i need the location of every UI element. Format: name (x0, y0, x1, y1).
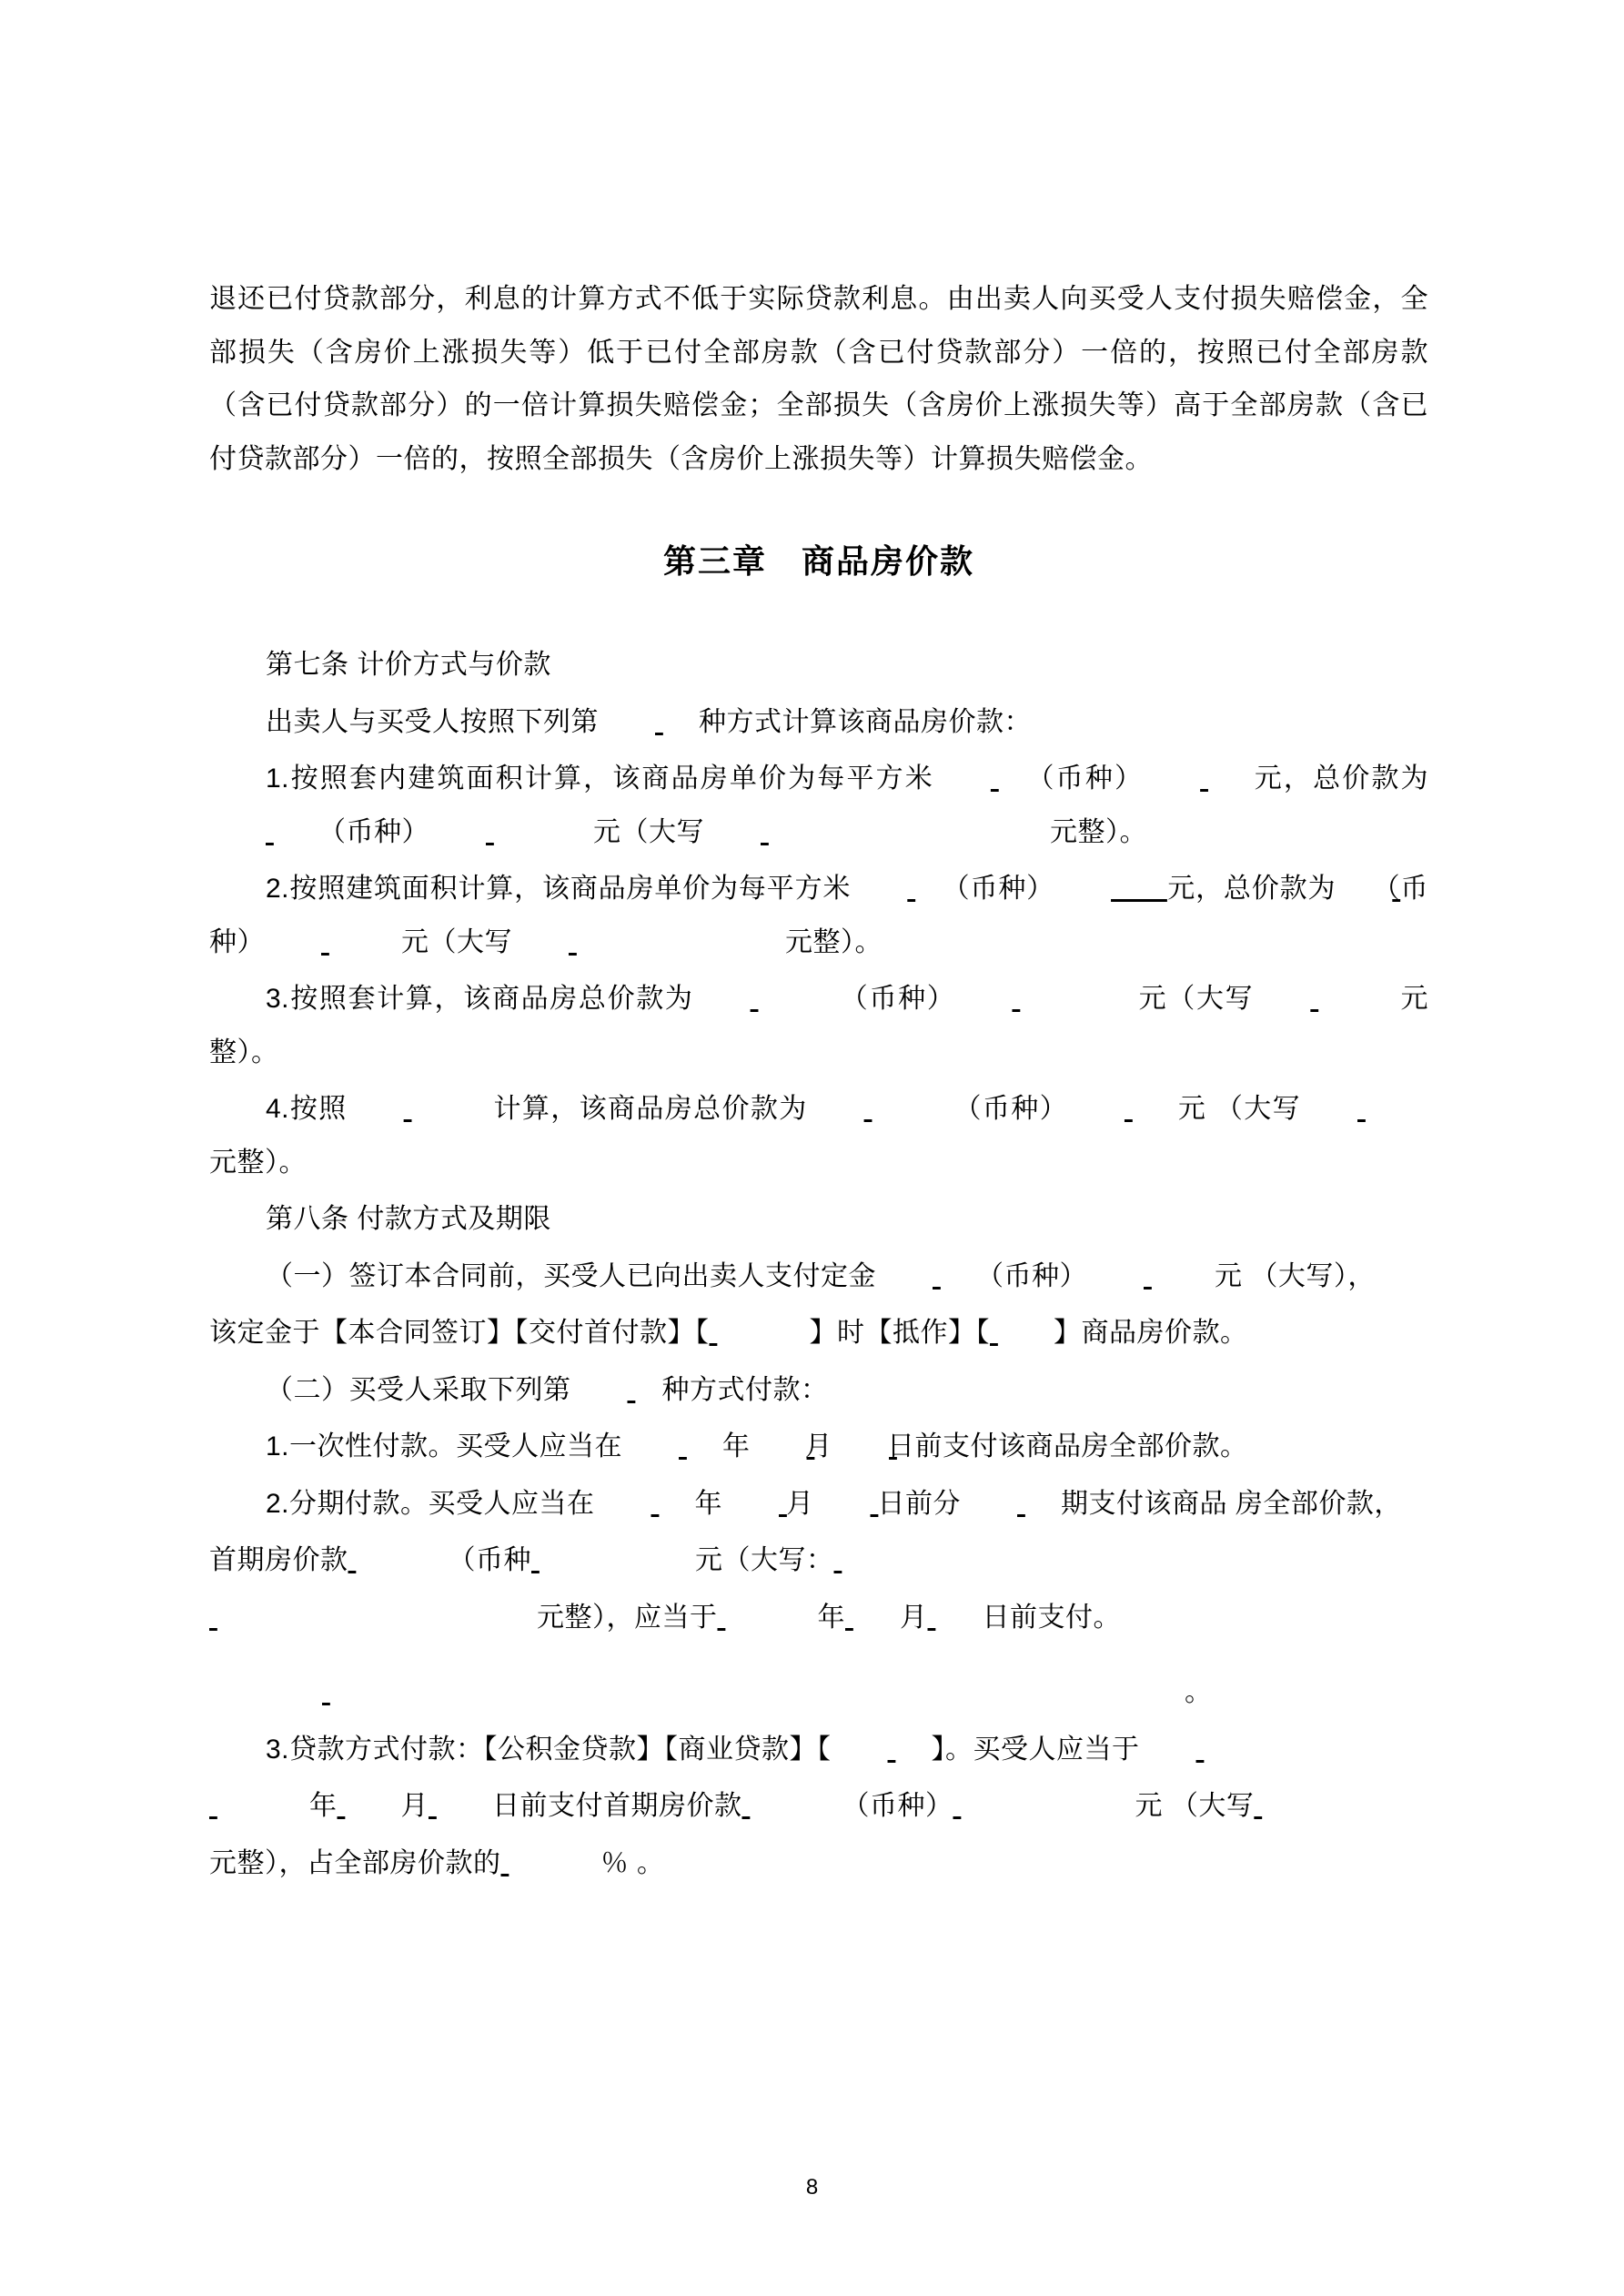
blank-item1-total-currency[interactable] (429, 806, 593, 860)
payment-option-3-cont2 (209, 1837, 1428, 1891)
blank-item1-currency[interactable] (1144, 753, 1253, 806)
blank-item3-currency[interactable] (955, 973, 1137, 1027)
item1-d: （币种） (318, 816, 429, 847)
payment-option-2-extra-blank (209, 1666, 1428, 1720)
blank-pay3-month[interactable] (338, 1780, 401, 1834)
item2-c: 元，总价款为 (1166, 874, 1337, 904)
blank-pay3-year[interactable] (209, 1780, 309, 1834)
blank-pay2-first-amount[interactable] (348, 1534, 449, 1588)
pay3-i: ％ 。 (600, 1847, 665, 1878)
blank-pay1-year[interactable] (622, 1421, 722, 1474)
item2-e: 元（大写 (401, 926, 512, 957)
item3-d: 元整）。 (209, 984, 1428, 1067)
article7-lead-b: 种方式计算该商品房价款： (699, 706, 1032, 737)
pay1-a: 1.一次性付款。买受人应当在 (266, 1431, 623, 1462)
payment-option-3 (209, 1724, 1428, 1777)
item2-a: 2.按照建筑面积计算，该商品房单价为每平方米 (266, 874, 852, 904)
blank-pay2-day[interactable] (814, 1478, 878, 1532)
article7-item-4 (209, 1083, 1428, 1189)
pay2-f: 首期房价款 (209, 1545, 348, 1575)
item3-a: 3.按照套计算，该商品房总价款为 (266, 984, 694, 1014)
item4-a: 4.按照 (266, 1094, 348, 1124)
article-eight-section (209, 1193, 1428, 1890)
blank-pay3-percent[interactable] (501, 1837, 601, 1891)
item2-d: （币种） (209, 874, 1429, 957)
blank-item1-total[interactable] (209, 806, 318, 860)
pay3-c: 年 (309, 1791, 338, 1821)
blank-pay2-first-words[interactable] (834, 1534, 1044, 1588)
pay2-j: 年 (817, 1602, 845, 1633)
blank-pay1-month[interactable] (751, 1421, 805, 1474)
clause1-b: （币种） (976, 1260, 1087, 1291)
item4-b: 计算，该商品房总价款为 (492, 1094, 808, 1124)
blank-pay2-first-currency[interactable] (531, 1534, 695, 1588)
blank-item2-currency[interactable] (1054, 863, 1167, 916)
item4-d: 元 （大写 (1176, 1094, 1302, 1124)
item1-c: 元，总价款为 (1253, 764, 1429, 794)
article7-item-1 (209, 753, 1428, 859)
item1-b: （币种） (1024, 764, 1145, 794)
blank-pay3-first-amount[interactable] (742, 1780, 842, 1834)
clause1-e: 】时【抵作】【 (809, 1318, 990, 1348)
blank-item4-basis[interactable] (348, 1083, 493, 1137)
blank-pay1-day[interactable] (832, 1421, 887, 1474)
clause2-b: 种方式付款： (661, 1374, 829, 1405)
item4-e: 元整）。 (209, 1147, 307, 1178)
pay2-c: 月 (786, 1488, 814, 1519)
pay2-l: 日前支付。 (982, 1602, 1121, 1633)
article8-clause-2 (209, 1364, 1428, 1418)
blank-pay2-month[interactable] (722, 1478, 786, 1532)
blank-item1-unitprice[interactable] (934, 753, 1025, 806)
article7-heading: 第七条 计价方式与价款 (266, 650, 551, 680)
chapter-title: 第三章 商品房价款 (662, 542, 974, 580)
payment-option-1 (209, 1421, 1428, 1474)
blank-item4-currency[interactable] (1068, 1083, 1177, 1137)
blank-deposit-amount[interactable] (876, 1250, 976, 1304)
pay1-d: 日前支付该商品房全部价款。 (887, 1431, 1248, 1462)
pay3-d: 月 (400, 1791, 429, 1821)
article-seven-section (209, 639, 1428, 1189)
blank-method-number[interactable] (599, 696, 699, 750)
blank-item3-words[interactable] (1254, 973, 1399, 1027)
blank-pay3-loan-type[interactable] (832, 1724, 932, 1777)
pay2-k: 月 (900, 1602, 928, 1633)
pay2-d: 日前分 (877, 1488, 962, 1519)
blank-item4-words[interactable] (1301, 1083, 1428, 1137)
blank-pay3-first-words[interactable] (1254, 1780, 1399, 1834)
pay1-c: 月 (804, 1431, 833, 1462)
clause1-c: 元 （大写）， (1215, 1260, 1376, 1291)
blank-pay3-year-pre[interactable] (1140, 1724, 1195, 1777)
blank-item3-total[interactable] (694, 973, 840, 1027)
blank-deposit-timing[interactable] (710, 1307, 810, 1360)
blank-item2-total-words[interactable] (512, 916, 785, 970)
article7-lead-a: 出卖人与买受人按照下列第 (266, 706, 599, 737)
clause2-a: （二）买受人采取下列第 (266, 1374, 571, 1405)
blank-pay3-day[interactable] (429, 1780, 492, 1834)
clause1-f: 】商品房价款。 (1054, 1318, 1248, 1348)
item3-b: （币种） (839, 984, 956, 1014)
article8-clause-1 (209, 1250, 1428, 1304)
item3-c: 元（大写 (1137, 984, 1255, 1014)
blank-item2-total-currency[interactable] (265, 916, 401, 970)
article8-clause-1-cont (209, 1307, 1428, 1360)
payment-option-3-cont (209, 1780, 1428, 1834)
item4-c: （币种） (953, 1094, 1068, 1124)
item2-b: （币种） (942, 874, 1055, 904)
pay3-e: 日前支付首期房价款 (492, 1791, 742, 1821)
blank-deposit-currency[interactable] (1087, 1250, 1215, 1304)
article7-item-2 (209, 863, 1428, 969)
blank-pay2-due-month[interactable] (845, 1592, 900, 1645)
item2-f: 元整）。 (785, 926, 883, 957)
blank-item2-total[interactable] (1336, 863, 1372, 916)
blank-pay2-due-year[interactable] (718, 1592, 818, 1645)
pay1-b: 年 (722, 1431, 751, 1462)
blank-item2-unitprice[interactable] (851, 863, 942, 916)
item1-a: 1.按照套内建筑面积计算，该商品房单价为每平方米 (266, 764, 934, 794)
item1-f: 元整）。 (1050, 816, 1147, 847)
blank-pay2-year[interactable] (595, 1478, 695, 1532)
pay2-g: （币种 (448, 1545, 531, 1575)
blank-item4-total[interactable] (808, 1083, 953, 1137)
article7-item-3 (209, 973, 1428, 1079)
blank-pay2-extra[interactable] (266, 1666, 1185, 1720)
payment-option-2 (209, 1478, 1428, 1532)
article7-lead (209, 696, 1428, 750)
blank-pay2-installments[interactable] (961, 1478, 1061, 1532)
blank-pay2-first-words-2[interactable] (209, 1592, 537, 1645)
intro-paragraph: 退还已付贷款部分，利息的计算方式不低于实际贷款利息。由出卖人向买受人支付损失赔偿金，全部损失（含房价上涨损失等）低于已付全部房款（含已付贷款部分）一倍的，按照已付全部房款（含已付贷款部分）的一倍计算损失赔偿金；全部损失（含房价上涨损失等）高于全部房款（含已付贷款部分）一倍的，按照全部损失（含房价上涨损失等）计算损失赔偿金。 (209, 284, 1428, 474)
pay2-e: 期支付该商品 房全部价款， (1061, 1488, 1402, 1519)
clause1-d: 该定金于【本合同签订】【交付首付款】【 (209, 1318, 710, 1348)
payment-option-2-cont2 (209, 1592, 1428, 1645)
pay3-a: 3.贷款方式付款：【公积金贷款】【商业贷款】【 (266, 1734, 832, 1765)
blank-deposit-offset[interactable] (990, 1307, 1054, 1360)
blank-item1-total-words[interactable] (704, 806, 1050, 860)
article8-heading: 第八条 付款方式及期限 (266, 1204, 551, 1234)
pay2-b: 年 (694, 1488, 723, 1519)
blank-payment-method-number[interactable] (571, 1364, 662, 1418)
pay2-a: 2.分期付款。买受人应当在 (266, 1488, 595, 1519)
pay2-extra-tail: 。 (1185, 1677, 1213, 1707)
blank-pay2-due-day[interactable] (928, 1592, 983, 1645)
clause1-a: （一）签订本合同前，买受人已向出卖人支付定金 (266, 1260, 876, 1291)
pay3-h: 元整），占全部房价款的 (209, 1847, 501, 1878)
pay2-i: 元整），应当于 (537, 1602, 718, 1633)
payment-option-2-cont (209, 1534, 1428, 1588)
pay3-b: 】。买受人应当于 (931, 1734, 1140, 1765)
page-number: 8 (805, 2175, 819, 2200)
pay3-g: 元 （大写 (1135, 1791, 1255, 1821)
item1-e: 元（大写 (593, 816, 704, 847)
pay3-f: （币种） (842, 1791, 953, 1821)
blank-pay3-first-currency[interactable] (953, 1780, 1135, 1834)
pay2-h: 元（大写： (695, 1545, 834, 1575)
